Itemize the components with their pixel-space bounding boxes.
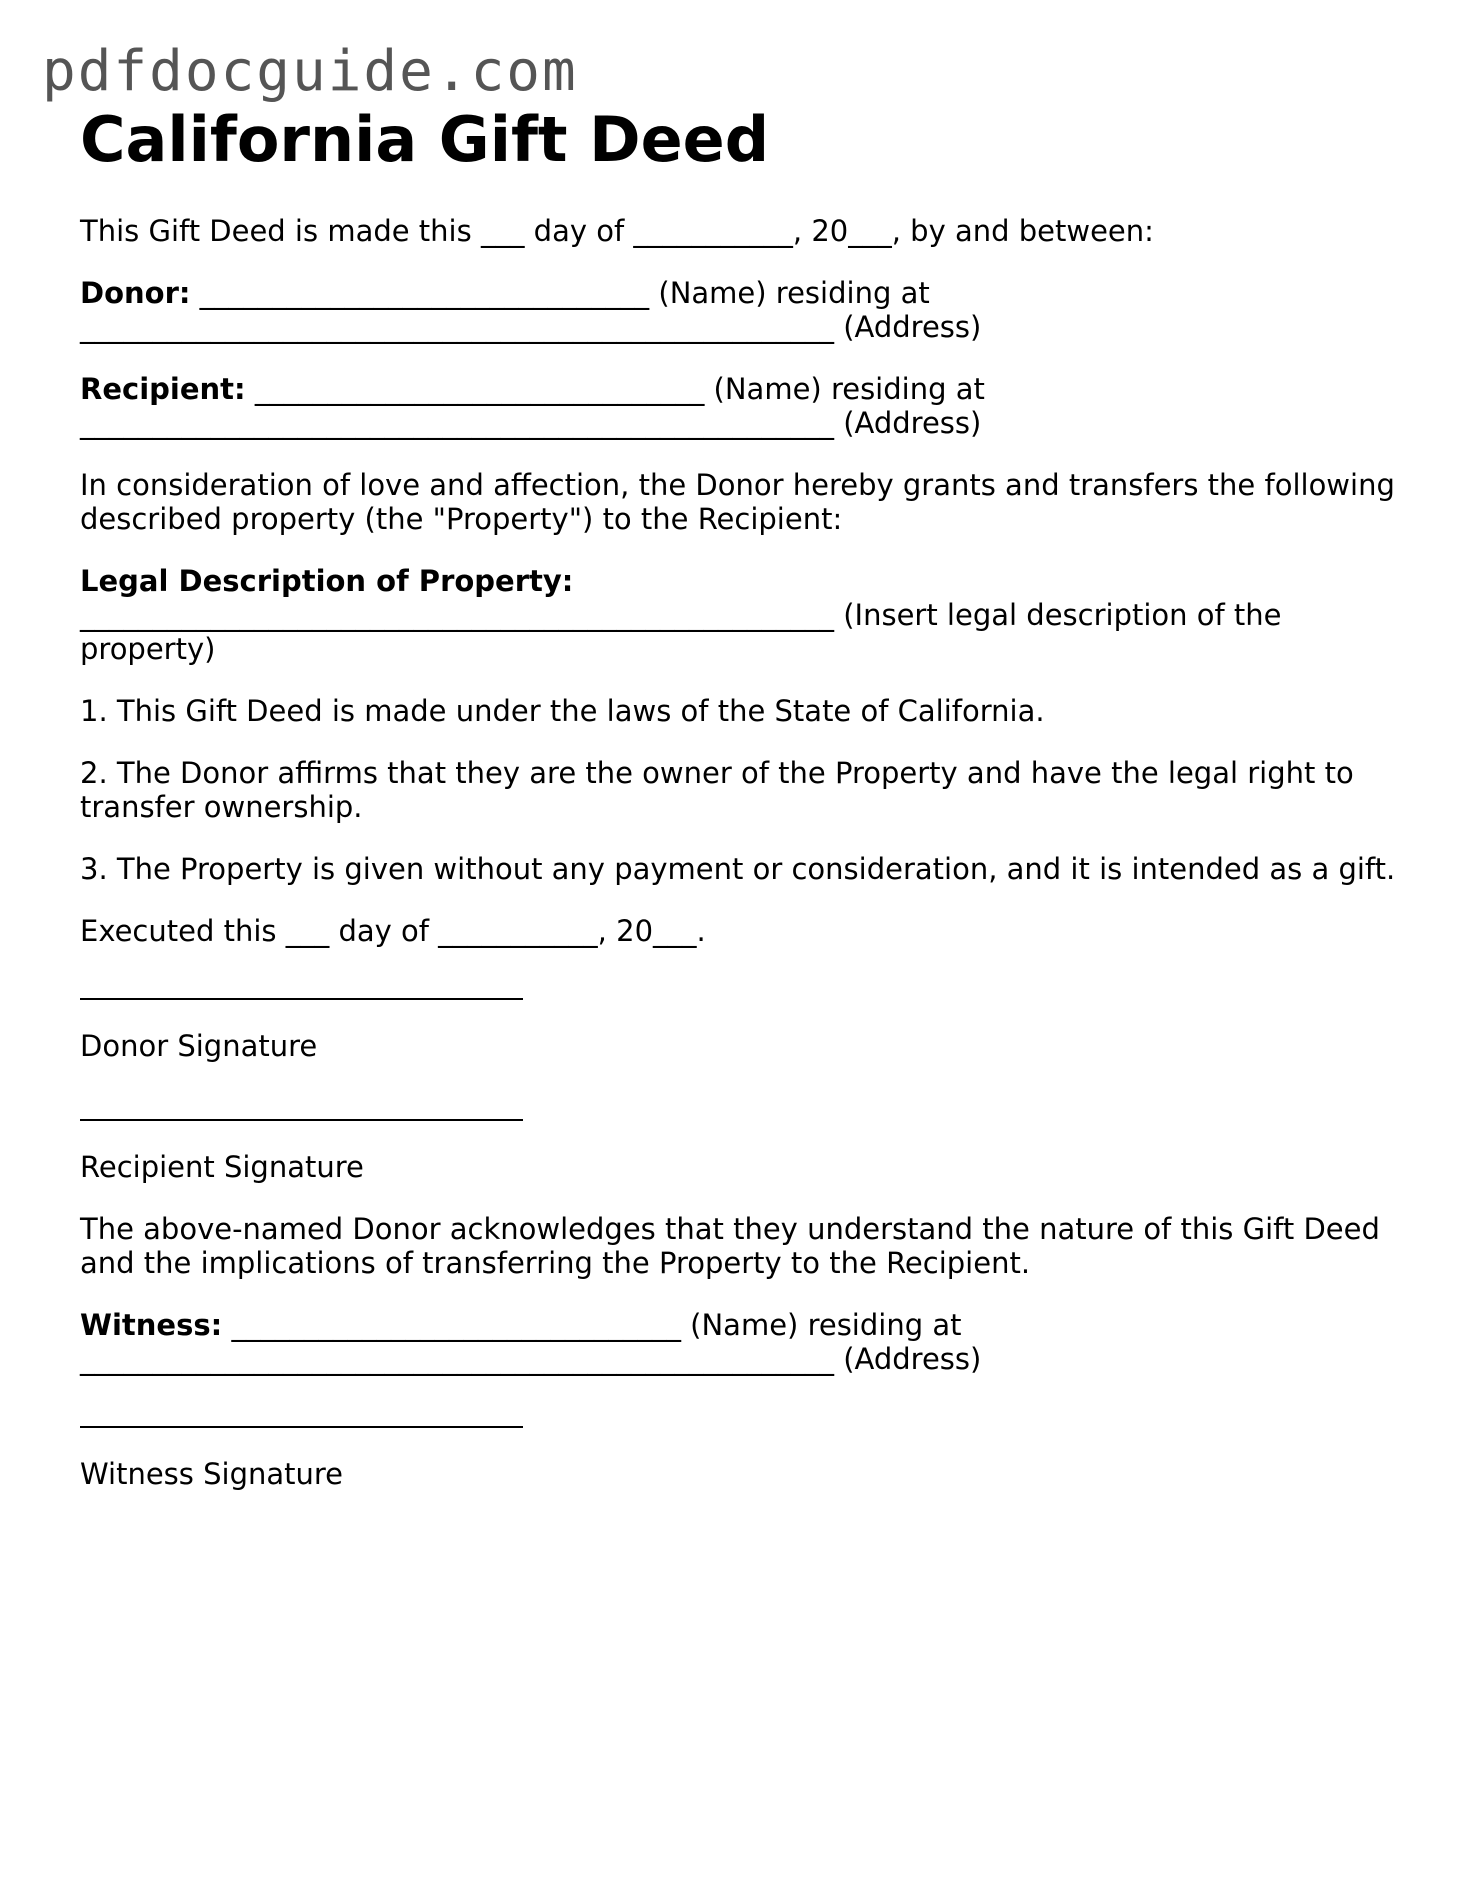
intro-paragraph: This Gift Deed is made this ___ day of ___________, 20___, by and between: [80,214,1154,248]
legal-description-label: Legal Description of Property: [80,564,574,598]
recipient-signature-label: Recipient Signature [80,1150,364,1184]
recipient-label: Recipient: [80,372,246,406]
witness-address-line: ____________________________________________________ (Address) [80,1342,982,1376]
donor-signature-label: Donor Signature [80,1029,318,1063]
witness-name-field: _______________________________ (Name) residing at [222,1308,962,1342]
legal-description-line: ____________________________________________________ (Insert legal description of the property) [80,598,1282,666]
consideration-paragraph: In consideration of love and affection, the Donor hereby grants and transfers the following described property (the "Property") to the Recipient: [80,468,1395,536]
acknowledgement-paragraph: The above-named Donor acknowledges that they understand the nature of this Gift Deed and the implications of transferring the Property to the Recipient. [80,1212,1380,1280]
recipient-name-field: _______________________________ (Name) residing at [245,372,985,406]
witness-name-line [80,1308,1400,1342]
donor-name-line [80,276,1400,310]
executed-line: Executed this ___ day of ___________, 20___. [80,914,706,948]
recipient-name-line [80,372,1400,406]
witness-signature-line [80,1426,523,1428]
donor-signature-line [80,998,523,1000]
clause-3: 3. The Property is given without any payment or consideration, and it is intended as a gift. [80,852,1396,886]
clause-2: 2. The Donor affirms that they are the owner of the Property and have the legal right to transfer ownership. [80,756,1354,824]
donor-name-field: _______________________________ (Name) residing at [190,276,930,310]
recipient-signature-line [80,1119,523,1121]
clause-1: 1. This Gift Deed is made under the laws of the State of California. [80,694,1045,728]
recipient-address-line: ____________________________________________________ (Address) [80,406,982,440]
watermark-text: pdfdocguide.com [42,39,578,104]
document-title: California Gift Deed [80,103,770,176]
donor-address-line: ____________________________________________________ (Address) [80,310,982,344]
donor-label: Donor: [80,276,191,310]
witness-signature-label: Witness Signature [80,1457,344,1491]
witness-label: Witness: [80,1308,223,1342]
document-page [80,104,1400,1491]
